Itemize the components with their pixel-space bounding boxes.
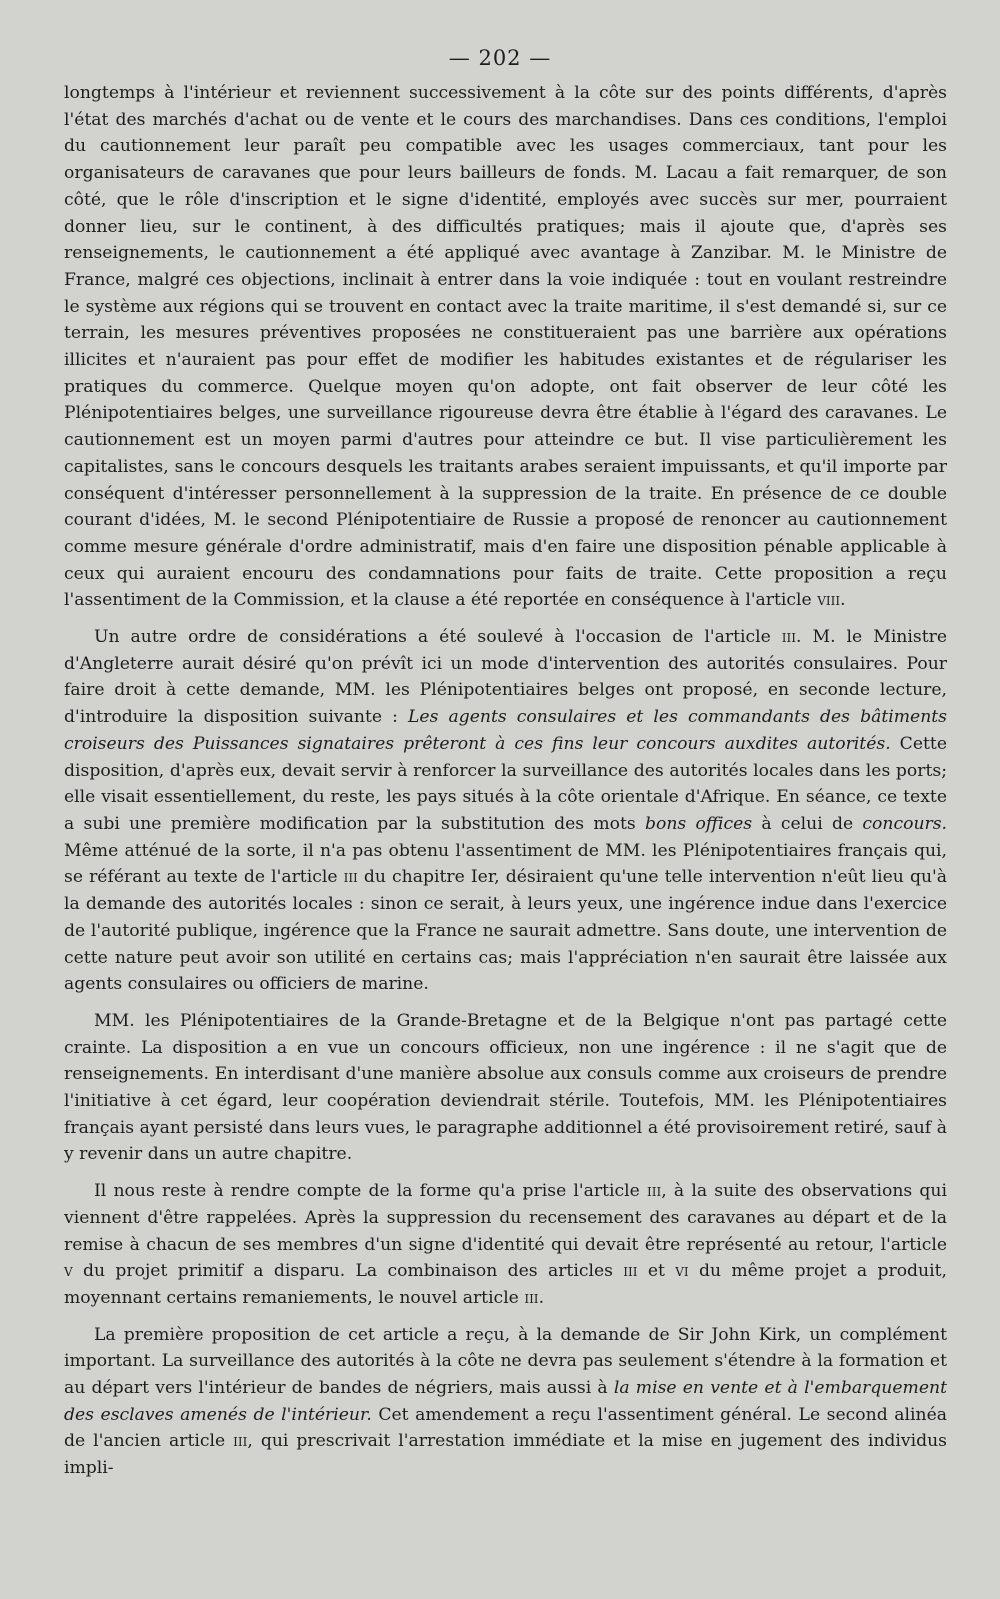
- paragraph: [64, 80, 947, 614]
- text-run: Un autre ordre de considérations a été soulevé à l'occasion de l'article: [94, 627, 782, 648]
- text-run: et: [637, 1261, 676, 1282]
- italic-text: la mise en vente et à l'embarquement des esclaves amenés de l'intérieur.: [64, 1378, 947, 1425]
- italic-text: concours.: [862, 813, 948, 834]
- text-run: . M. le Ministre d'Angleterre aurait désiré qu'on prévît ici un mode d'intervention des autorités consulaires. Pour faire droit à cette demande, MM. les Plénipotentiaires belges ont proposé, en seconde lecture, d'introduire la disposition suivante :: [64, 627, 947, 728]
- text-run: MM. les Plénipotentiaires de la Grande-Bretagne et de la Belgique n'ont pas partagé cette crainte. La disposition a en vue un concours officieux, non une ingérence : il ne s'agit que de renseignements. En interdisant d'une manière absolue aux consuls comme aux croiseurs de prendre l'initiative à cet égard, leur coopération deviendrait stérile. Toutefois, MM. les Plénipotentiaires français ayant persisté dans leurs vues, le paragraphe additionnel a été provisoirement retiré, sauf à y revenir dans un autre chapitre.: [64, 1010, 947, 1165]
- text-run: , qui prescrivait l'arrestation immédiate et la mise en jugement des individus impli-: [64, 1431, 947, 1479]
- paragraph: [64, 1008, 947, 1168]
- italic-text: bons offices: [644, 813, 753, 834]
- text-run: .: [840, 590, 846, 611]
- roman-numeral: viii: [817, 590, 841, 611]
- roman-numeral: iii: [623, 1261, 638, 1282]
- text-run: , à la suite des observations qui viennent d'être rappelées. Après la suppression du recensement des caravanes au départ et de la remise à chacun de ses membres d'un signe d'identité qui devait être représenté au retour, l'article: [64, 1181, 948, 1255]
- page-number: — 202 —: [448, 46, 552, 70]
- paragraph: [64, 1322, 947, 1482]
- text-run: à celui de: [752, 813, 863, 834]
- roman-numeral: iii: [343, 867, 358, 888]
- text-run: Cette disposition, d'après eux, devait servir à renforcer la surveillance des autorités locales dans les ports; elle visait essentiellement, du reste, les pays situés à la côte orientale d'Afrique. En séance, ce texte a subi une première modification par la substitution des mots: [64, 733, 947, 834]
- roman-numeral: v: [64, 1261, 73, 1282]
- paragraph: [64, 624, 947, 998]
- roman-numeral: iii: [524, 1287, 539, 1308]
- text-run: du même projet a produit, moyennant certains remaniements, le nouvel article: [64, 1261, 947, 1308]
- text-run: Cet amendement a reçu l'assentiment général. Le second alinéa de l'ancien article: [64, 1404, 947, 1452]
- roman-numeral: vi: [675, 1261, 689, 1282]
- paragraph: [64, 1178, 947, 1312]
- text-run: .: [538, 1287, 545, 1308]
- roman-numeral: iii: [647, 1181, 662, 1202]
- text-run: du projet primitif a disparu. La combinaison des articles: [72, 1261, 624, 1282]
- roman-numeral: iii: [233, 1431, 248, 1452]
- text-run: du chapitre Ier, désiraient qu'une telle intervention n'eût lieu qu'à la demande des autorités locales : sinon ce serait, à leurs yeux, une ingérence indue dans l'exercice de l'autorité publique, ingérence que la France ne saurait admettre. Sans doute, une intervention de cette nature peut avoir son utilité en certains cas; mais l'appréciation n'en saurait être laissée aux agents consulaires ou officiers de marine.: [64, 867, 948, 995]
- text-run: Même atténué de la sorte, il n'a pas obtenu l'assentiment de MM. les Plénipotentiaires français qui, se référant au texte de l'article: [64, 840, 947, 888]
- text-run: La première proposition de cet article a reçu, à la demande de Sir John Kirk, un complément important. La surveillance des autorités à la côte ne devra pas seulement s'étendre à la formation et au départ vers l'intérieur de bandes de négriers, mais aussi à: [64, 1324, 947, 1399]
- page-body: [64, 80, 947, 1492]
- text-run: longtemps à l'intérieur et reviennent successivement à la côte sur des points différents, d'après l'état des marchés d'achat ou de vente et le cours des marchandises. Dans ces conditions, l'emploi du cautionnement leur paraît peu compatible avec les usages commerciaux, tant pour les organisateurs de caravanes que pour leurs bailleurs de fonds. M. Lacau a fait remarquer, de son côté, que le rôle d'inscription et le signe d'identité, employés avec succès sur mer, pourraient donner lieu, sur le continent, à des difficultés pratiques; mais il ajoute que, d'après ses renseignements, le cautionnement a été appliqué avec avantage à Zanzibar. M. le Ministre de France, malgré ces objections, inclinait à entrer dans la voie indiquée : tout en voulant restreindre le système aux régions qui se trouvent en contact avec la traite maritime, il s'est demandé si, sur ce terrain, les mesures préventives proposées ne constitueraient pas une barrière aux opérations illicites et n'auraient pas pour effet de modifier les habitudes existantes et de régulariser les pratiques du commerce. Quelque moyen qu'on adopte, ont fait observer de leur côté les Plénipotentiaires belges, une surveillance rigoureuse devra être établie à l'égard des caravanes. Le cautionnement est un moyen parmi d'autres pour atteindre ce but. Il vise particulièrement les capitalistes, sans le concours desquels les traitants arabes seraient impuissants, et qu'il importe par conséquent d'intéresser personnellement à la suppression de la traite. En présence de ce double courant d'idées, M. le second Plénipotentiaire de Russie a proposé de renoncer au cautionnement comme mesure générale d'ordre administratif, mais d'en faire une disposition pénable applicable à ceux qui auraient encouru des condamnations pour faits de traite. Cette proposition a reçu l'assentiment de la Commission, et la clause a été reportée en conséquence à l'article: [64, 83, 947, 611]
- text-run: Il nous reste à rendre compte de la forme qu'a prise l'article: [94, 1181, 648, 1202]
- italic-text: Les agents consulaires et les commandants des bâtiments croiseurs des Puissances signataires prêteront à ces fins leur concours auxdites autorités.: [64, 707, 947, 754]
- roman-numeral: iii: [781, 627, 797, 648]
